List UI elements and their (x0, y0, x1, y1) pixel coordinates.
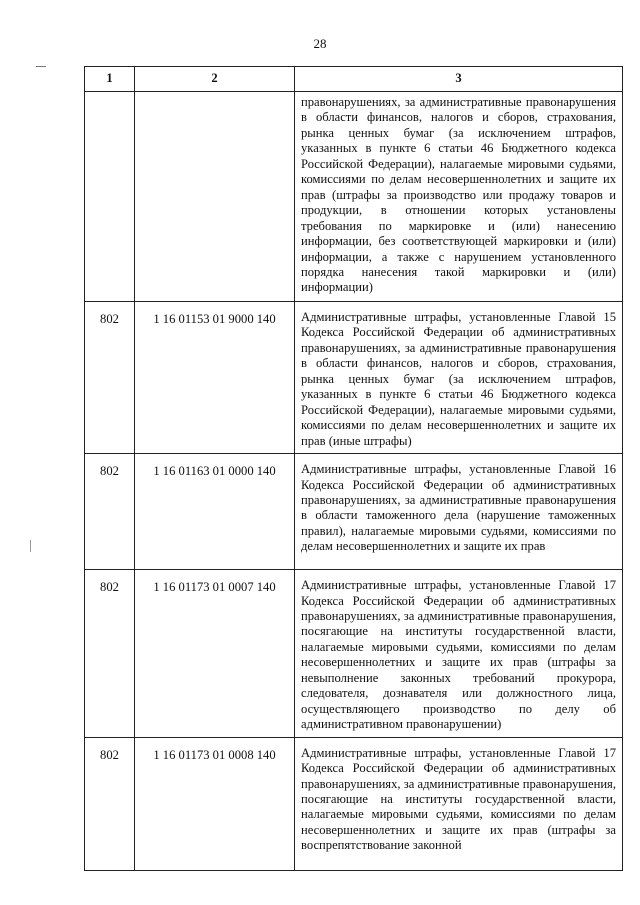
table-row (85, 737, 623, 870)
description-cell (295, 454, 623, 570)
description-cell (295, 570, 623, 738)
column-header-2: 2 (135, 67, 295, 92)
kbk-code-cell (135, 92, 295, 302)
kbk-code-cell: 1 16 01173 01 0008 140 (135, 737, 295, 870)
table-row (85, 92, 623, 302)
table-header-row (85, 67, 623, 92)
page-number: 28 (313, 36, 327, 51)
admin-code-cell: 802 (85, 570, 135, 738)
column-header-3: 3 (295, 67, 623, 92)
description-text: правонарушениях, за административные правонарушения в области финансов, налогов и сборов, страхования, рынка ценных бумаг (за исключением штрафов, указанных в пункте 6 статьи 46 Бюджетного кодекса Российской Федерации), налагаемые мировыми судьями, комиссиями по делам несовершеннолетних и защите их прав (штрафы за производство или продажу товаров и продукции, в отношении которых установлены требования по маркировке и (или) нанесению информации, без соответствующей маркировки и (или) информации, а также с нарушением установленного порядка нанесения такой маркировки и (или) информации) (301, 95, 616, 295)
margin-mark (36, 66, 46, 67)
kbk-code-cell: 1 16 01173 01 0007 140 (135, 570, 295, 738)
kbk-code-cell: 1 16 01163 01 0000 140 (135, 454, 295, 570)
admin-code-cell: 802 (85, 454, 135, 570)
budget-codes-table (84, 66, 623, 871)
admin-code-cell: 802 (85, 737, 135, 870)
table-row (85, 570, 623, 738)
description-text: Административные штрафы, установленные Главой 17 Кодекса Российской Федерации об административных правонарушениях, за административные правонарушения, посягающие на институты государственной власти, налагаемые мировыми судьями, комиссиями по делам несовершеннолетних и защите их прав (штрафы за невыполнение законных требований прокурора, следователя, дознавателя или должностного лица, осуществляющего производство по делу об административном правонарушении) (301, 578, 616, 732)
column-header-1: 1 (85, 67, 135, 92)
kbk-code-cell: 1 16 01153 01 9000 140 (135, 302, 295, 454)
description-text: Административные штрафы, установленные Главой 16 Кодекса Российской Федерации об административных правонарушениях, за административные правонарушения в области таможенного дела (нарушение таможенных правил), налагаемые мировыми судьями, комиссиями по делам несовершеннолетних и защите их прав (301, 462, 616, 554)
admin-code-cell (85, 92, 135, 302)
description-text: Административные штрафы, установленные Главой 17 Кодекса Российской Федерации об административных правонарушениях, за административные правонарушения, посягающие на институты государственной власти, налагаемые мировыми судьями, комиссиями по делам несовершеннолетних и защите их прав (штрафы за воспрепятствование законной (301, 745, 616, 853)
description-cell (295, 302, 623, 454)
margin-mark (30, 540, 31, 552)
table-row (85, 302, 623, 454)
description-cell (295, 92, 623, 302)
table-row (85, 454, 623, 570)
description-cell (295, 737, 623, 870)
admin-code-cell: 802 (85, 302, 135, 454)
description-text: Административные штрафы, установленные Главой 15 Кодекса Российской Федерации об административных правонарушениях, за административные правонарушения в области финансов, налогов и сборов, страхования, рынка ценных бумаг (за исключением штрафов, указанных в пункте 6 статьи 46 Бюджетного кодекса Российской Федерации), налагаемые мировыми судьями, комиссиями по делам несовершеннолетних и защите их прав (иные штрафы) (301, 310, 616, 448)
